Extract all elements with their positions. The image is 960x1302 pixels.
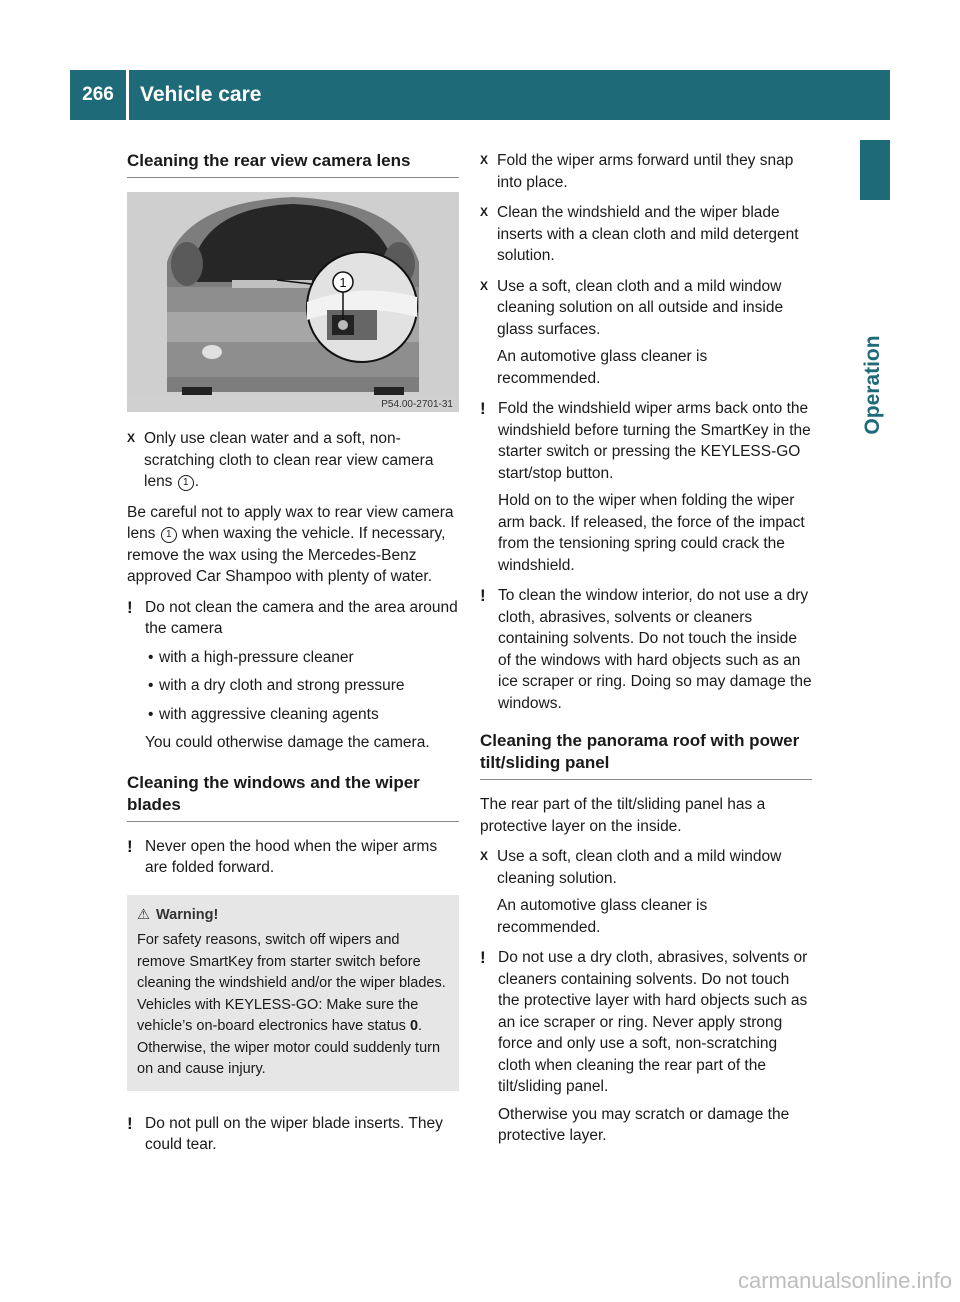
note-fold-back [480, 398, 812, 576]
bullet-item: • with a high-pressure cleaner [148, 648, 354, 666]
step-arrow-icon: X [480, 153, 489, 167]
note-text: To clean the window interior, do not use a dry cloth, abrasives, solvents or cleaners containing solvents. Do not touch the inside of the windows with hard objects such as an ice scraper or ring. Doing so may damage the windows. [498, 587, 812, 712]
step-arrow-icon: X [480, 849, 489, 863]
warning-icon: ⚠ [137, 906, 150, 923]
section-title: Vehicle care [140, 83, 262, 106]
heading-windows: Cleaning the windows and the wiper blades [127, 772, 459, 822]
caution-icon: ! [480, 399, 486, 418]
step-arrow-icon: X [480, 205, 489, 219]
bullet-text: with a dry cloth and strong pressure [159, 677, 405, 694]
warning-status: 0 [409, 1018, 419, 1034]
bullet-text: with aggressive cleaning agents [159, 705, 379, 723]
car-rear-illustration [127, 192, 459, 412]
caution-icon: ! [127, 1113, 133, 1133]
caution-icon: ! [127, 836, 133, 856]
side-tab [860, 140, 890, 200]
step-camera-clean [127, 428, 459, 493]
heading-camera-lens: Cleaning the rear view camera lens [127, 150, 459, 178]
note-end: You could otherwise damage the camera. [145, 734, 430, 751]
step-arrow-icon: X [480, 278, 489, 293]
para-text-end: when waxing the vehicle. If necessary, remove the wax using the Mercedes-Benz approved Car Shampoo with plenty of water. [127, 525, 446, 585]
note-blade [127, 1113, 459, 1156]
note-sub: Hold on to the wiper when folding the wiper arm back. If released, the force of the impact from the tensioning spring could crack the windshield. [498, 492, 805, 574]
note-text: Do not clean the camera and the area around the camera [145, 598, 458, 637]
step-arrow-icon: X [127, 431, 136, 445]
warning-text-pre: For safety reasons, switch off wipers and remove SmartKey from starter switch before cleaning the windshield and/or the wiper blades. Vehicles with KEYLESS-GO: Make sure the vehicle’s on-board electronics have status [137, 932, 446, 1034]
step-text: Fold the wiper arms forward until they snap into place. [497, 152, 794, 191]
step-text-end: . [194, 473, 200, 490]
step-sub: An automotive glass cleaner is recommended. [497, 348, 708, 387]
page-number: 266 [82, 84, 114, 105]
step-text: Clean the windshield and the wiper blade inserts with a clean cloth and mild detergent solution. [497, 204, 799, 264]
note-hood [127, 836, 459, 879]
note-interior [480, 585, 812, 714]
warning-title [137, 905, 449, 927]
step-fold-wipers [480, 150, 812, 193]
note-camera [127, 597, 459, 754]
caution-icon: ! [127, 597, 133, 617]
panorama-paragraph: The rear part of the tilt/sliding panel has a protective layer on the inside. [480, 796, 766, 835]
step-clean-windshield [480, 202, 812, 267]
note-text: Fold the windshield wiper arms back onto the windshield before turning the SmartKey in the starter switch or pressing the KEYLESS-GO start/stop button. [498, 400, 811, 482]
bullet-item: • with aggressive cleaning agents [148, 705, 379, 723]
warning-text-post: . Otherwise, the wiper motor could suddenly turn on and cause injury. [137, 1018, 441, 1077]
camera-figure [127, 192, 459, 412]
header-divider [126, 70, 129, 120]
step-text: Use a soft, clean cloth and a mild window cleaning solution on all outside and inside glass surfaces. [497, 277, 784, 338]
warning-title-text: Warning! [156, 906, 219, 923]
figure-callout: 1 [339, 275, 347, 290]
note-text: Do not use a dry cloth, abrasives, solvents or cleaners containing solvents. Do not touch the protective layer with hard objects such as an ice scraper or ring. Never apply strong force and only use a soft, non-scratching cloth when cleaning the rear part of the tilt/sliding panel. [498, 949, 808, 1095]
step-text: Use a soft, clean cloth and a mild window cleaning solution. [497, 848, 782, 887]
caution-icon: ! [480, 948, 486, 967]
caution-icon: ! [480, 586, 486, 605]
wax-paragraph [127, 502, 459, 588]
step-sub: An automotive glass cleaner is recommended. [497, 897, 708, 936]
callout-icon: 1 [178, 475, 194, 491]
step-glass [480, 276, 812, 390]
bullet-item: • with a dry cloth and strong pressure [148, 677, 405, 694]
footer-watermark: carmanualsonline.info [737, 1268, 952, 1293]
step-text: Only use clean water and a soft, non-scratching cloth to clean rear view camera lens [144, 430, 434, 490]
heading-panorama: Cleaning the panorama roof with power tilt/sliding panel [480, 730, 812, 780]
note-protective-layer [480, 947, 812, 1147]
note-text: Never open the hood when the wiper arms are folded forward. [145, 837, 438, 876]
right-column [480, 150, 812, 1156]
side-label: Operation [861, 335, 884, 435]
para-text: Be careful not to apply wax to rear view camera lens [127, 503, 454, 542]
warning-text [137, 930, 449, 1081]
bullet-text: with a high-pressure cleaner [159, 648, 354, 666]
callout-icon: 1 [161, 527, 177, 543]
step-panorama-clean [480, 846, 812, 938]
left-column [127, 150, 459, 1165]
figure-code: P54.00-2701-31 [381, 399, 453, 410]
note-text: Do not pull on the wiper blade inserts. They could tear. [145, 1114, 443, 1153]
note-sub: Otherwise you may scratch or damage the protective layer. [498, 1105, 790, 1144]
warning-box [127, 895, 459, 1091]
